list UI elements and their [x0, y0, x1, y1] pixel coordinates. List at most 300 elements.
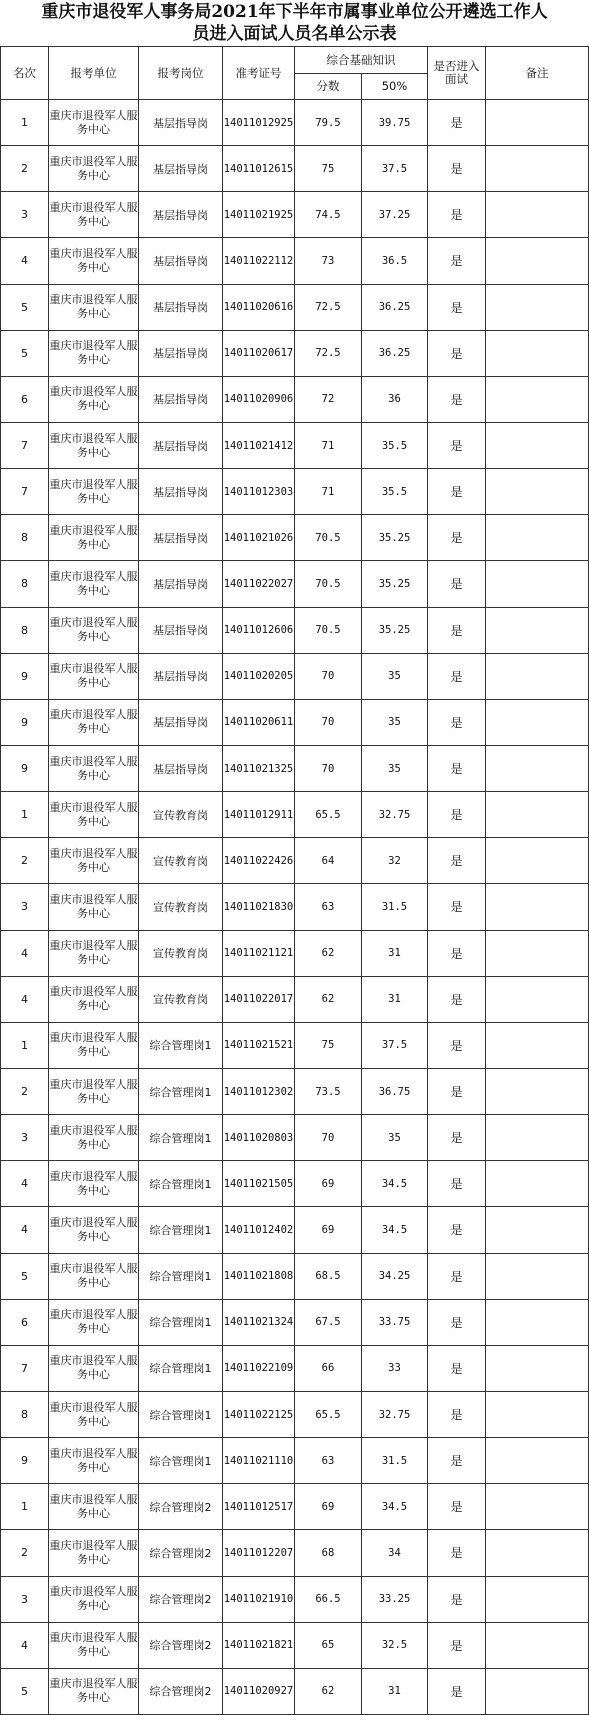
cell-rank: 7 [1, 1345, 49, 1391]
table-row [1, 1345, 589, 1391]
cell-interview: 是 [428, 100, 486, 146]
cell-note [486, 146, 589, 192]
cell-exam-no: 14011021121 [223, 930, 295, 976]
cell-exam-no: 14011020616 [223, 284, 295, 330]
cell-rank: 4 [1, 1622, 49, 1668]
cell-note [486, 1299, 589, 1345]
cell-score: 74.5 [295, 192, 362, 238]
table-row [1, 792, 589, 838]
cell-interview: 是 [428, 284, 486, 330]
cell-interview: 是 [428, 1576, 486, 1622]
cell-note [486, 1115, 589, 1161]
cell-pct: 34.5 [362, 1207, 428, 1253]
cell-note [486, 1576, 589, 1622]
table-body [1, 100, 589, 1715]
cell-note [486, 422, 589, 468]
cell-interview: 是 [428, 1253, 486, 1299]
table-row [1, 146, 589, 192]
cell-position: 综合管理岗2 [139, 1576, 223, 1622]
cell-score: 72 [295, 376, 362, 422]
cell-unit: 重庆市退役军人服务中心 [49, 1484, 139, 1530]
cell-exam-no: 14011012302 [223, 1068, 295, 1114]
cell-pct: 34.5 [362, 1484, 428, 1530]
cell-unit: 重庆市退役军人服务中心 [49, 1345, 139, 1391]
cell-score: 75 [295, 146, 362, 192]
cell-exam-no: 14011021830 [223, 884, 295, 930]
cell-exam-no: 14011012402 [223, 1207, 295, 1253]
cell-interview: 是 [428, 1115, 486, 1161]
cell-rank: 5 [1, 1253, 49, 1299]
cell-unit: 重庆市退役军人服务中心 [49, 146, 139, 192]
cell-unit: 重庆市退役军人服务中心 [49, 1438, 139, 1484]
document-title [0, 0, 589, 46]
cell-rank: 9 [1, 699, 49, 745]
cell-pct: 35 [362, 1115, 428, 1161]
cell-note [486, 1622, 589, 1668]
cell-interview: 是 [428, 1668, 486, 1714]
cell-rank: 6 [1, 376, 49, 422]
cell-rank: 5 [1, 1668, 49, 1714]
table-row [1, 1068, 589, 1114]
cell-note [486, 1438, 589, 1484]
cell-score: 69 [295, 1484, 362, 1530]
cell-exam-no: 14011022426 [223, 838, 295, 884]
cell-unit: 重庆市退役军人服务中心 [49, 376, 139, 422]
cell-note [486, 1068, 589, 1114]
cell-interview: 是 [428, 884, 486, 930]
cell-exam-no: 14011020611 [223, 699, 295, 745]
cell-pct: 33.25 [362, 1576, 428, 1622]
cell-interview: 是 [428, 838, 486, 884]
cell-interview: 是 [428, 330, 486, 376]
cell-pct: 33 [362, 1345, 428, 1391]
cell-exam-no: 14011021821 [223, 1622, 295, 1668]
table-row [1, 930, 589, 976]
table-row [1, 422, 589, 468]
cell-pct: 34.5 [362, 1161, 428, 1207]
cell-pct: 33.75 [362, 1299, 428, 1345]
cell-exam-no: 14011021324 [223, 1299, 295, 1345]
cell-position: 基层指导岗 [139, 422, 223, 468]
cell-rank: 4 [1, 1161, 49, 1207]
cell-pct: 37.5 [362, 1022, 428, 1068]
cell-pct: 31 [362, 930, 428, 976]
cell-interview: 是 [428, 699, 486, 745]
cell-score: 70 [295, 653, 362, 699]
cell-interview: 是 [428, 515, 486, 561]
cell-interview: 是 [428, 1345, 486, 1391]
cell-exam-no: 14011022027 [223, 561, 295, 607]
cell-position: 宣传教育岗 [139, 838, 223, 884]
cell-rank: 8 [1, 561, 49, 607]
cell-note [486, 376, 589, 422]
cell-rank: 1 [1, 792, 49, 838]
cell-position: 基层指导岗 [139, 607, 223, 653]
cell-unit: 重庆市退役军人服务中心 [49, 192, 139, 238]
cell-rank: 4 [1, 930, 49, 976]
cell-pct: 36.75 [362, 1068, 428, 1114]
cell-exam-no: 14011021325 [223, 745, 295, 791]
cell-note [486, 515, 589, 561]
cell-position: 基层指导岗 [139, 100, 223, 146]
cell-score: 72.5 [295, 284, 362, 330]
cell-rank: 9 [1, 653, 49, 699]
cell-interview: 是 [428, 1161, 486, 1207]
cell-rank: 1 [1, 1022, 49, 1068]
cell-position: 宣传教育岗 [139, 792, 223, 838]
cell-exam-no: 14011021808 [223, 1253, 295, 1299]
cell-rank: 7 [1, 469, 49, 515]
cell-rank: 3 [1, 1576, 49, 1622]
cell-score: 69 [295, 1207, 362, 1253]
cell-unit: 重庆市退役军人服务中心 [49, 1576, 139, 1622]
cell-note [486, 1022, 589, 1068]
cell-rank: 8 [1, 1391, 49, 1437]
table-row [1, 1022, 589, 1068]
table-row [1, 561, 589, 607]
cell-position: 基层指导岗 [139, 469, 223, 515]
cell-position: 综合管理岗1 [139, 1438, 223, 1484]
cell-score: 69 [295, 1161, 362, 1207]
header-pct: 50% [362, 74, 428, 100]
table-row [1, 1299, 589, 1345]
cell-pct: 32.5 [362, 1622, 428, 1668]
cell-note [486, 699, 589, 745]
cell-pct: 35 [362, 653, 428, 699]
cell-note [486, 930, 589, 976]
cell-note [486, 469, 589, 515]
cell-note [486, 100, 589, 146]
cell-position: 基层指导岗 [139, 745, 223, 791]
cell-interview: 是 [428, 976, 486, 1022]
cell-interview: 是 [428, 930, 486, 976]
cell-pct: 34 [362, 1530, 428, 1576]
cell-score: 71 [295, 469, 362, 515]
table-row [1, 469, 589, 515]
cell-score: 70 [295, 699, 362, 745]
cell-rank: 9 [1, 1438, 49, 1484]
cell-unit: 重庆市退役军人服务中心 [49, 1068, 139, 1114]
cell-interview: 是 [428, 1022, 486, 1068]
cell-unit: 重庆市退役军人服务中心 [49, 100, 139, 146]
cell-pct: 31.5 [362, 1438, 428, 1484]
cell-unit: 重庆市退役军人服务中心 [49, 1253, 139, 1299]
cell-interview: 是 [428, 1530, 486, 1576]
cell-rank: 2 [1, 1530, 49, 1576]
cell-exam-no: 14011020617 [223, 330, 295, 376]
cell-rank: 3 [1, 884, 49, 930]
cell-rank: 8 [1, 607, 49, 653]
cell-note [486, 745, 589, 791]
cell-position: 综合管理岗2 [139, 1622, 223, 1668]
cell-score: 70.5 [295, 515, 362, 561]
table-row [1, 1115, 589, 1161]
cell-exam-no: 14011021110 [223, 1438, 295, 1484]
cell-pct: 36.5 [362, 238, 428, 284]
cell-score: 68.5 [295, 1253, 362, 1299]
cell-position: 综合管理岗1 [139, 1161, 223, 1207]
cell-note [486, 284, 589, 330]
cell-note [486, 1484, 589, 1530]
cell-note [486, 1253, 589, 1299]
cell-pct: 35 [362, 745, 428, 791]
cell-unit: 重庆市退役军人服务中心 [49, 1299, 139, 1345]
cell-rank: 2 [1, 838, 49, 884]
cell-pct: 35.25 [362, 561, 428, 607]
candidate-table [0, 46, 589, 1715]
cell-rank: 3 [1, 192, 49, 238]
table-row [1, 1438, 589, 1484]
cell-rank: 6 [1, 1299, 49, 1345]
cell-rank: 5 [1, 330, 49, 376]
cell-exam-no: 14011022017 [223, 976, 295, 1022]
cell-rank: 3 [1, 1115, 49, 1161]
title-line-1: 重庆市退役军人事务局2021年下半年市属事业单位公开遴选工作人 [41, 2, 548, 22]
cell-score: 70 [295, 745, 362, 791]
table-row [1, 376, 589, 422]
table-row [1, 1668, 589, 1714]
cell-score: 71 [295, 422, 362, 468]
cell-unit: 重庆市退役军人服务中心 [49, 1668, 139, 1714]
cell-pct: 39.75 [362, 100, 428, 146]
cell-interview: 是 [428, 192, 486, 238]
cell-exam-no: 14011022112 [223, 238, 295, 284]
cell-note [486, 976, 589, 1022]
cell-unit: 重庆市退役军人服务中心 [49, 515, 139, 561]
cell-score: 63 [295, 884, 362, 930]
cell-position: 基层指导岗 [139, 653, 223, 699]
table-row [1, 1622, 589, 1668]
cell-position: 基层指导岗 [139, 376, 223, 422]
cell-unit: 重庆市退役军人服务中心 [49, 330, 139, 376]
cell-unit: 重庆市退役军人服务中心 [49, 607, 139, 653]
cell-score: 66.5 [295, 1576, 362, 1622]
cell-interview: 是 [428, 653, 486, 699]
cell-unit: 重庆市退役军人服务中心 [49, 238, 139, 284]
cell-exam-no: 14011012606 [223, 607, 295, 653]
cell-interview: 是 [428, 238, 486, 284]
cell-interview: 是 [428, 1299, 486, 1345]
cell-interview: 是 [428, 469, 486, 515]
cell-score: 79.5 [295, 100, 362, 146]
cell-unit: 重庆市退役军人服务中心 [49, 838, 139, 884]
cell-position: 综合管理岗2 [139, 1530, 223, 1576]
cell-interview: 是 [428, 146, 486, 192]
cell-unit: 重庆市退役军人服务中心 [49, 884, 139, 930]
cell-score: 65.5 [295, 792, 362, 838]
cell-note [486, 238, 589, 284]
cell-position: 综合管理岗1 [139, 1253, 223, 1299]
cell-position: 基层指导岗 [139, 238, 223, 284]
cell-position: 基层指导岗 [139, 699, 223, 745]
cell-pct: 36.25 [362, 284, 428, 330]
header-note: 备注 [486, 47, 589, 100]
cell-note [486, 1161, 589, 1207]
cell-score: 70.5 [295, 607, 362, 653]
cell-interview: 是 [428, 607, 486, 653]
cell-position: 宣传教育岗 [139, 884, 223, 930]
cell-note [486, 1530, 589, 1576]
cell-exam-no: 14011012207 [223, 1530, 295, 1576]
table-row [1, 330, 589, 376]
cell-unit: 重庆市退役军人服务中心 [49, 745, 139, 791]
cell-pct: 37.25 [362, 192, 428, 238]
cell-exam-no: 14011021412 [223, 422, 295, 468]
cell-exam-no: 14011012615 [223, 146, 295, 192]
cell-exam-no: 14011020803 [223, 1115, 295, 1161]
cell-exam-no: 14011021505 [223, 1161, 295, 1207]
title-line-2: 员进入面试人员名单公示表 [192, 24, 397, 44]
cell-pct: 35.5 [362, 469, 428, 515]
cell-score: 67.5 [295, 1299, 362, 1345]
cell-position: 综合管理岗1 [139, 1207, 223, 1253]
table-row [1, 838, 589, 884]
cell-position: 宣传教育岗 [139, 930, 223, 976]
cell-note [486, 884, 589, 930]
cell-unit: 重庆市退役军人服务中心 [49, 792, 139, 838]
table-row [1, 884, 589, 930]
cell-position: 基层指导岗 [139, 284, 223, 330]
cell-score: 62 [295, 1668, 362, 1714]
cell-position: 基层指导岗 [139, 561, 223, 607]
cell-score: 70.5 [295, 561, 362, 607]
cell-exam-no: 14011020205 [223, 653, 295, 699]
cell-unit: 重庆市退役军人服务中心 [49, 976, 139, 1022]
cell-score: 65.5 [295, 1391, 362, 1437]
table-row [1, 1530, 589, 1576]
cell-pct: 31.5 [362, 884, 428, 930]
cell-note [486, 607, 589, 653]
header-position: 报考岗位 [139, 47, 223, 100]
table-row [1, 1391, 589, 1437]
header-unit: 报考单位 [49, 47, 139, 100]
cell-exam-no: 14011020906 [223, 376, 295, 422]
cell-unit: 重庆市退役军人服务中心 [49, 469, 139, 515]
cell-interview: 是 [428, 561, 486, 607]
cell-pct: 37.5 [362, 146, 428, 192]
cell-unit: 重庆市退役军人服务中心 [49, 699, 139, 745]
table-row [1, 607, 589, 653]
cell-pct: 31 [362, 976, 428, 1022]
table-row [1, 515, 589, 561]
cell-rank: 1 [1, 100, 49, 146]
cell-note [486, 561, 589, 607]
cell-rank: 5 [1, 284, 49, 330]
cell-rank: 2 [1, 1068, 49, 1114]
cell-exam-no: 14011021925 [223, 192, 295, 238]
cell-pct: 31 [362, 1668, 428, 1714]
cell-pct: 36 [362, 376, 428, 422]
cell-interview: 是 [428, 792, 486, 838]
cell-exam-no: 14011021521 [223, 1022, 295, 1068]
table-row [1, 238, 589, 284]
cell-exam-no: 14011012925 [223, 100, 295, 146]
header-exam-no: 准考证号 [223, 47, 295, 100]
table-row [1, 1253, 589, 1299]
cell-position: 综合管理岗1 [139, 1068, 223, 1114]
cell-interview: 是 [428, 376, 486, 422]
cell-note [486, 1345, 589, 1391]
cell-rank: 4 [1, 1207, 49, 1253]
cell-interview: 是 [428, 1391, 486, 1437]
cell-unit: 重庆市退役军人服务中心 [49, 1115, 139, 1161]
cell-pct: 34.25 [362, 1253, 428, 1299]
table-row [1, 1207, 589, 1253]
cell-score: 63 [295, 1438, 362, 1484]
cell-position: 基层指导岗 [139, 330, 223, 376]
cell-exam-no: 14011021026 [223, 515, 295, 561]
cell-pct: 35 [362, 699, 428, 745]
cell-score: 73 [295, 238, 362, 284]
cell-interview: 是 [428, 1622, 486, 1668]
cell-note [486, 1207, 589, 1253]
cell-note [486, 330, 589, 376]
cell-score: 65 [295, 1622, 362, 1668]
cell-rank: 2 [1, 146, 49, 192]
cell-unit: 重庆市退役军人服务中心 [49, 1530, 139, 1576]
cell-pct: 32.75 [362, 792, 428, 838]
cell-interview: 是 [428, 1484, 486, 1530]
cell-pct: 35.25 [362, 607, 428, 653]
cell-interview: 是 [428, 422, 486, 468]
table-row [1, 284, 589, 330]
cell-note [486, 653, 589, 699]
header-score: 分数 [295, 74, 362, 100]
cell-pct: 35.25 [362, 515, 428, 561]
cell-exam-no: 14011021910 [223, 1576, 295, 1622]
cell-position: 综合管理岗1 [139, 1391, 223, 1437]
cell-note [486, 1391, 589, 1437]
cell-note [486, 792, 589, 838]
cell-exam-no: 14011012303 [223, 469, 295, 515]
cell-unit: 重庆市退役军人服务中心 [49, 422, 139, 468]
cell-note [486, 192, 589, 238]
cell-score: 66 [295, 1345, 362, 1391]
table-row [1, 653, 589, 699]
header-interview: 是否进入面试 [428, 47, 486, 100]
table-row [1, 1484, 589, 1530]
cell-position: 基层指导岗 [139, 192, 223, 238]
table-row [1, 1576, 589, 1622]
header-knowledge: 综合基础知识 [295, 47, 428, 74]
cell-exam-no: 14011020927 [223, 1668, 295, 1714]
header-rank: 名次 [1, 47, 49, 100]
cell-score: 75 [295, 1022, 362, 1068]
cell-interview: 是 [428, 1438, 486, 1484]
cell-exam-no: 14011012911 [223, 792, 295, 838]
cell-rank: 7 [1, 422, 49, 468]
cell-pct: 32 [362, 838, 428, 884]
cell-rank: 4 [1, 976, 49, 1022]
cell-rank: 8 [1, 515, 49, 561]
cell-note [486, 838, 589, 884]
cell-interview: 是 [428, 1207, 486, 1253]
cell-exam-no: 14011012517 [223, 1484, 295, 1530]
cell-position: 综合管理岗1 [139, 1115, 223, 1161]
cell-pct: 32.75 [362, 1391, 428, 1437]
cell-position: 基层指导岗 [139, 515, 223, 561]
cell-score: 62 [295, 976, 362, 1022]
cell-score: 73.5 [295, 1068, 362, 1114]
cell-pct: 35.5 [362, 422, 428, 468]
cell-unit: 重庆市退役军人服务中心 [49, 930, 139, 976]
cell-unit: 重庆市退役军人服务中心 [49, 1161, 139, 1207]
cell-score: 70 [295, 1115, 362, 1161]
table-row [1, 976, 589, 1022]
cell-unit: 重庆市退役军人服务中心 [49, 284, 139, 330]
cell-interview: 是 [428, 1068, 486, 1114]
cell-rank: 1 [1, 1484, 49, 1530]
